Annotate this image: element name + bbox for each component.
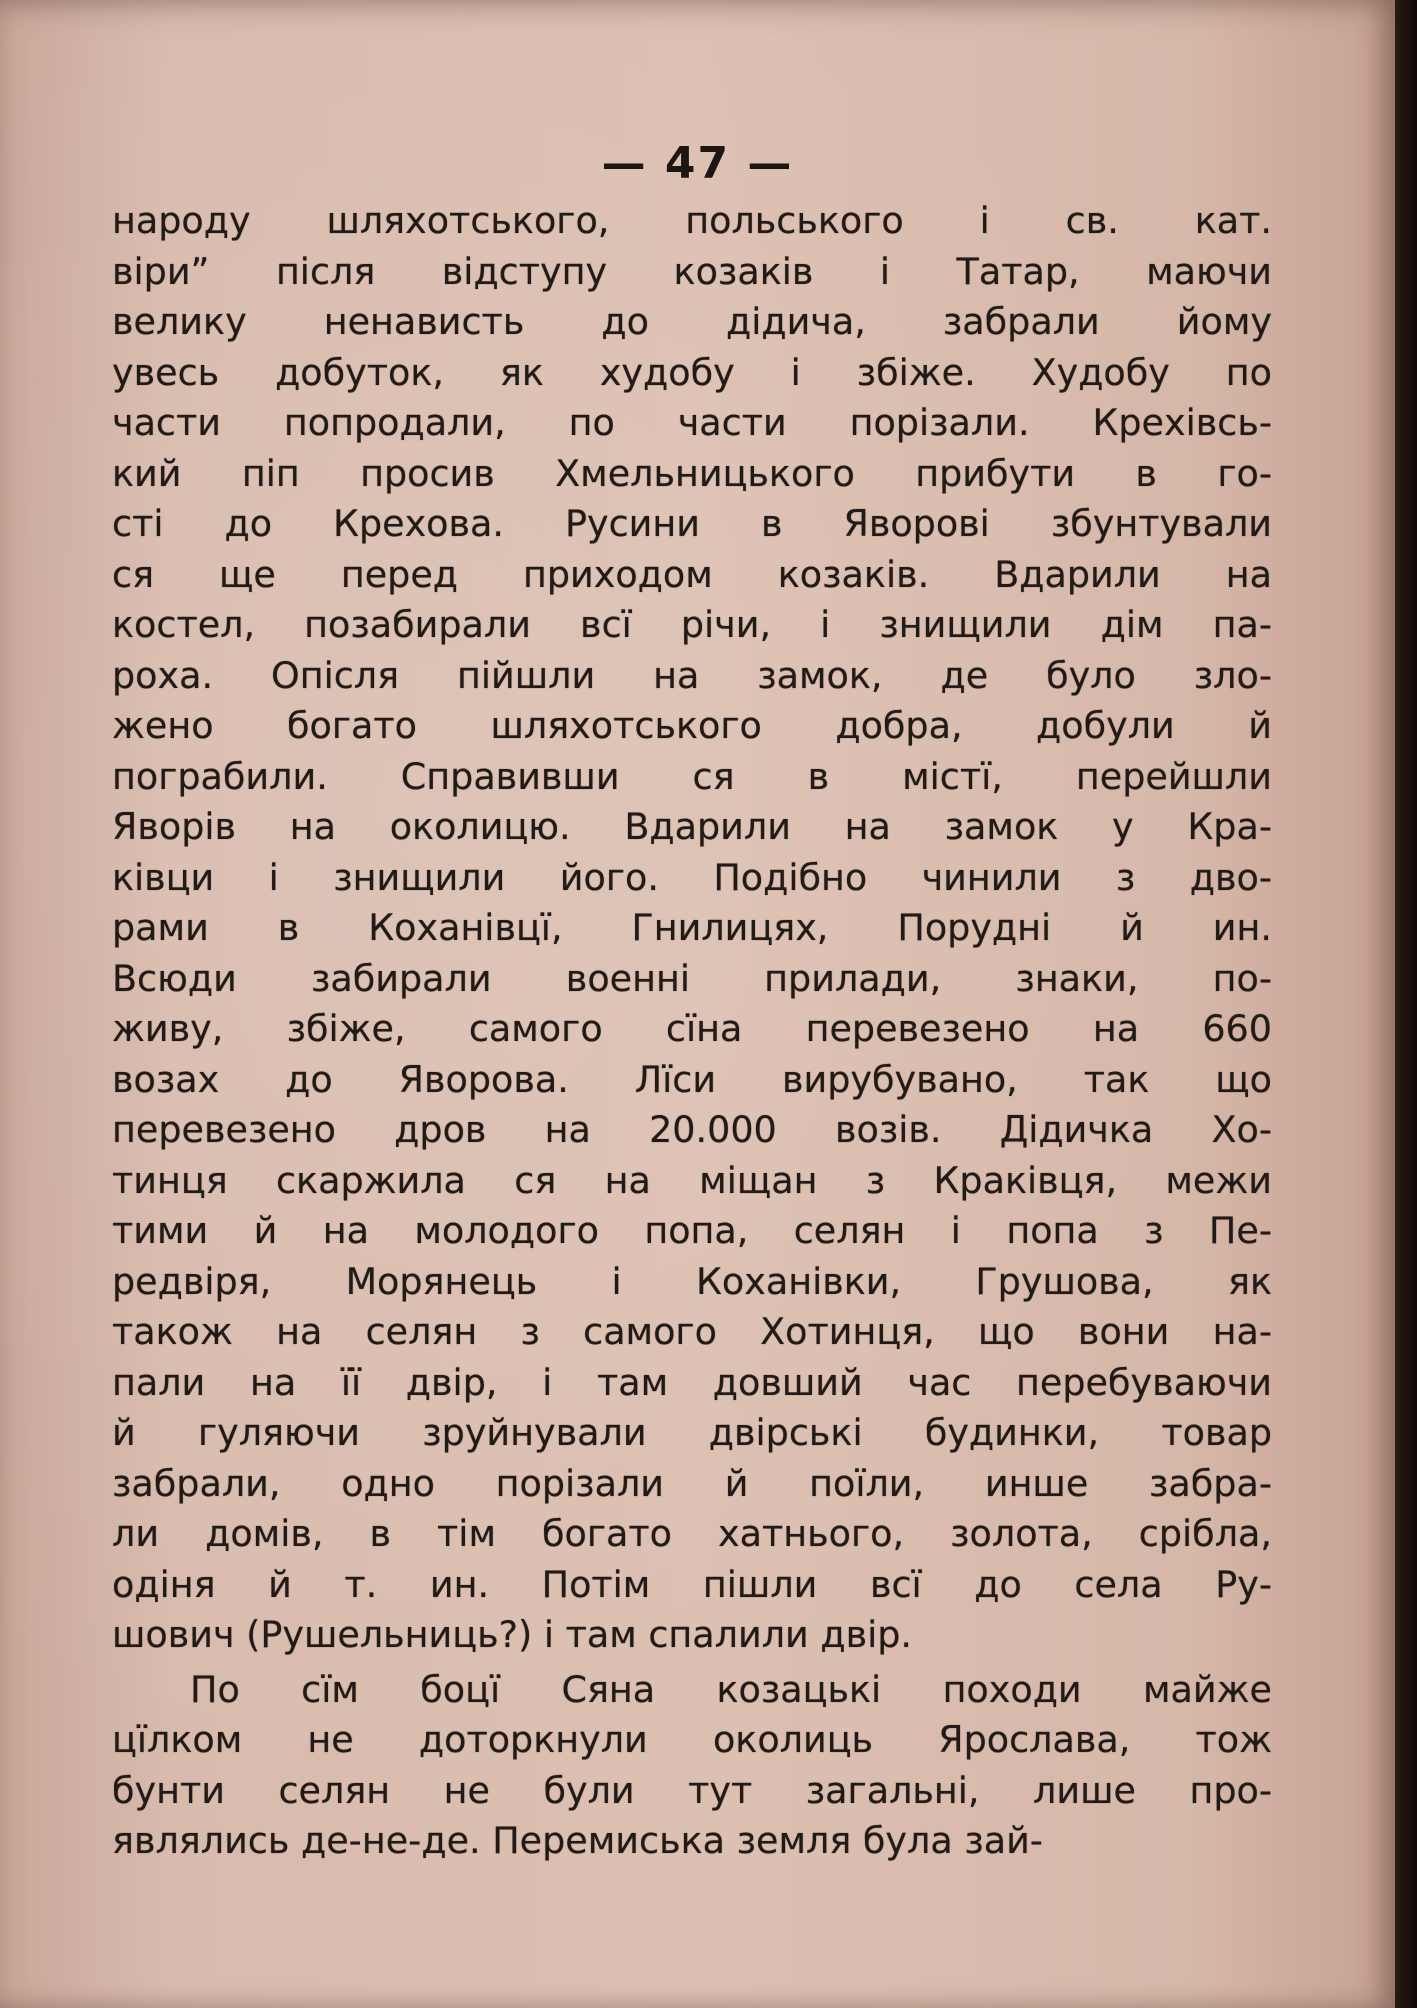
text-line: народу шляхотського, польського і св. кат. [112, 199, 1272, 242]
text-line: одіня й т. ин. Потім пішли всї до села Ру- [112, 1562, 1272, 1606]
text-line: Всюди забирали военні прилади, знаки, по- [112, 956, 1272, 1000]
paragraph [112, 1665, 1272, 1867]
text-line: велику ненависть до дідича, забрали йому [112, 300, 1272, 343]
paragraph [112, 196, 1272, 1661]
text-line: віри” після відступу козаків і Татар, маючи [112, 249, 1272, 293]
text-line: бунти селян не були тут загальні, лише про- [112, 1768, 1272, 1812]
text-line: тими й на молодого попа, селян і попа з Пе- [112, 1209, 1272, 1252]
book-spine-shadow [1395, 0, 1417, 2008]
text-line: редвіря, Морянець і Коханівки, Грушова, як [112, 1259, 1272, 1303]
text-line: перевезено дров на 20.000 возів. Дідичка Хо- [112, 1108, 1272, 1151]
text-line: шович (Рушельниць?) і там спалили двір. [112, 1613, 913, 1656]
text-line: ся ще перед приходом козаків. Вдарили на [112, 552, 1272, 596]
text-line: забрали, одно порізали й поїли, инше забра- [112, 1461, 1272, 1505]
text-line: жено богато шляхотського добра, добули й [112, 704, 1272, 747]
text-line: возах до Яворова. Лїси вирубувано, так що [112, 1057, 1272, 1101]
text-line: увесь добуток, як худобу і збіже. Худобу по [112, 350, 1272, 394]
text-line: цїлком не доторкнули околиць Ярослава, тож [112, 1718, 1272, 1761]
text-line: части попродали, по части порізали. Крехівсь- [112, 401, 1272, 444]
text-line: Яворів на околицю. Вдарили на замок у Кра- [112, 805, 1272, 848]
text-line: пали на її двір, і там довший час перебуваючи [112, 1360, 1272, 1404]
text-line: ли домів, в тім богато хатнього, золота, срібла, [112, 1512, 1272, 1555]
text-line: являлись де-не-де. Перемиська земля була зай- [112, 1819, 1043, 1862]
text-line: живу, збіже, самого сїна перевезено на 660 [112, 1007, 1272, 1050]
text-line: костел, позабирали всї річи, і знищили дім па- [112, 603, 1272, 646]
text-line: й гуляючи зруйнували двірські будинки, товар [112, 1411, 1272, 1454]
text-line: пограбили. Справивши ся в містї, перейшли [112, 754, 1272, 798]
page-number-header: — 47 — [601, 138, 794, 189]
text-line: роха. Опісля пійшли на замок, де було зло- [112, 653, 1272, 697]
text-line: тинця скаржила ся на міщан з Краківця, межи [112, 1158, 1272, 1202]
text-line: рами в Коханівцї, Гнилицях, Порудні й ин. [112, 906, 1272, 949]
text-line: ківци і знищили його. Подібно чинили з дво- [112, 855, 1272, 899]
text-line: кий піп просив Хмельницького прибути в го- [112, 451, 1272, 495]
text-line: також на селян з самого Хотинця, що вони на- [112, 1310, 1272, 1353]
text-line: По сїм боцї Сяна козацькі походи майже [190, 1667, 1272, 1711]
body-text [112, 196, 1272, 1867]
text-line: сті до Крехова. Русини в Яворові збунтували [112, 502, 1272, 545]
